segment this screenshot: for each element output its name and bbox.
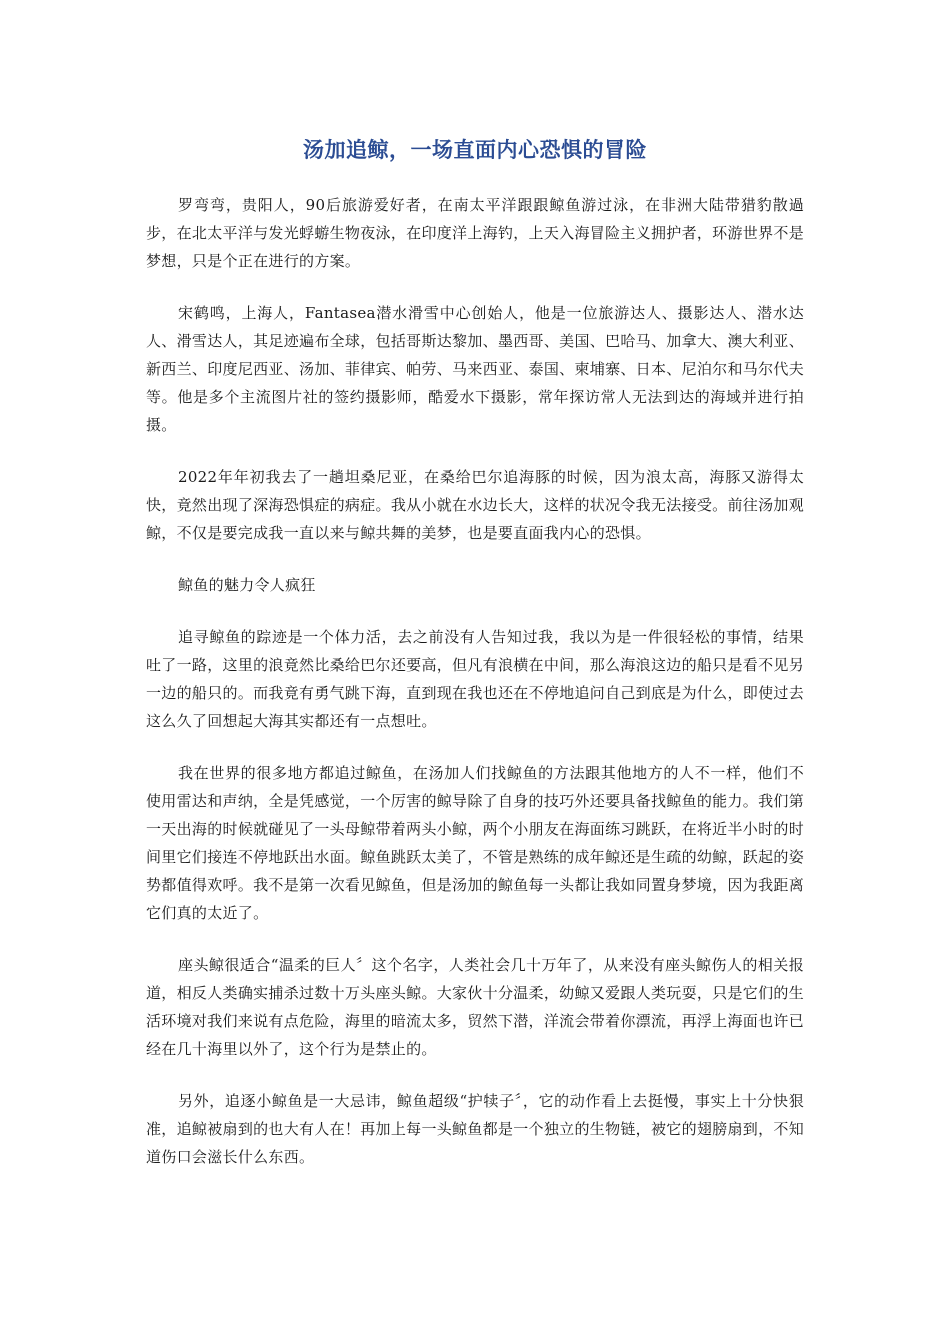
paragraph-whale-encounter: 我在世界的很多地方都追过鲸鱼，在汤加人们找鲸鱼的方法跟其他地方的人不一样，他们不使用雷达和声纳，全是凭感觉，一个厉害的鲸导除了自身的技巧外还要具备找鲸鱼的能力。我们第一天出海的时候就碰见了一头母鲸带着两头小鲸，两个小朋友在海面练习跳跃，在将近半小时的时间里它们接连不停地跃出水面。鲸鱼跳跃太美了，不管是熟练的成年鲸还是生疏的幼鲸，跃起的姿势都值得欢呼。我不是第一次看见鲸鱼，但是汤加的鲸鱼每一头都让我如同置身梦境，因为我距离它们真的太近了。 [146, 764, 804, 922]
section-subheading: 鲸鱼的魅力令人疯狂 [178, 576, 316, 594]
paragraph-author-intro: 罗弯弯，贵阳人，90后旅游爱好者，在南太平洋跟跟鲸鱼游过泳，在非洲大陆带猎豹散過步，在北太平洋与发光蜉蝣生物夜泳，在印度洋上海钓，上天入海冒险主义拥护者，环游世界不是梦想，只是个正在进行的方案。 [146, 196, 804, 270]
paragraph-whale-tracking: 追寻鲸鱼的踪迹是一个体力活，去之前没有人告知过我，我以为是一件很轻松的事情，结果吐了一路，这里的浪竟然比桑给巴尔还要高，但凡有浪横在中间，那么海浪这边的船只是看不见另一边的船只的。而我竟有勇气跳下海，直到现在我也还在不停地追问自己到底是为什么，即使过去这么久了回想起大海其实都还有一点想吐。 [146, 628, 804, 730]
article-title: 汤加追鲸，一场直面内心恐惧的冒险 [303, 138, 647, 162]
paragraph-humpback-whales: 座头鲸很适合“温柔的巨人〞这个名字，人类社会几十万年了，从来没有座头鲸伤人的相关报道，相反人类确实捕杀过数十万头座头鲸。大家伙十分温柔，幼鲸又爱跟人类玩耍，只是它们的生活环境对我们来说有点危险，海里的暗流太多，贸然下潜，洋流会带着你漂流，再浮上海面也许已经在几十海里以外了，这个行为是禁止的。 [146, 956, 804, 1058]
paragraph-motivation: 2022年年初我去了一趟坦桑尼亚，在桑给巴尔追海豚的时候，因为浪太高，海豚又游得太快，竟然出现了深海恐惧症的病症。我从小就在水边长大，这样的状况令我无法接受。前往汤加观鲸，不仅是要完成我一直以来与鲸共舞的美梦，也是要直面我内心的恐惧。 [146, 468, 804, 542]
paragraph-calf-warning: 另外，追逐小鲸鱼是一大忌讳，鲸鱼超级“护犊子〞，它的动作看上去挺慢，事实上十分快狠准，追鲸被扇到的也大有人在！再加上每一头鲸鱼都是一个独立的生物链，被它的翅膀扇到，不知道伤口会滋长什么东西。 [146, 1092, 804, 1166]
paragraph-photographer-intro: 宋鹤鸣，上海人，Fantasea潜水滑雪中心创始人，他是一位旅游达人、摄影达人、潜水达人、滑雪达人，其足迹遍布全球，包括哥斯达黎加、墨西哥、美国、巴哈马、加拿大、澳大利亚、新西兰、印度尼西亚、汤加、菲律宾、帕劳、马来西亚、泰国、柬埔寨、日本、尼泊尔和马尔代夫等。他是多个主流图片社的签约摄影师，酷爱水下摄影，常年探访常人无法到达的海域并进行拍摄。 [146, 304, 804, 434]
